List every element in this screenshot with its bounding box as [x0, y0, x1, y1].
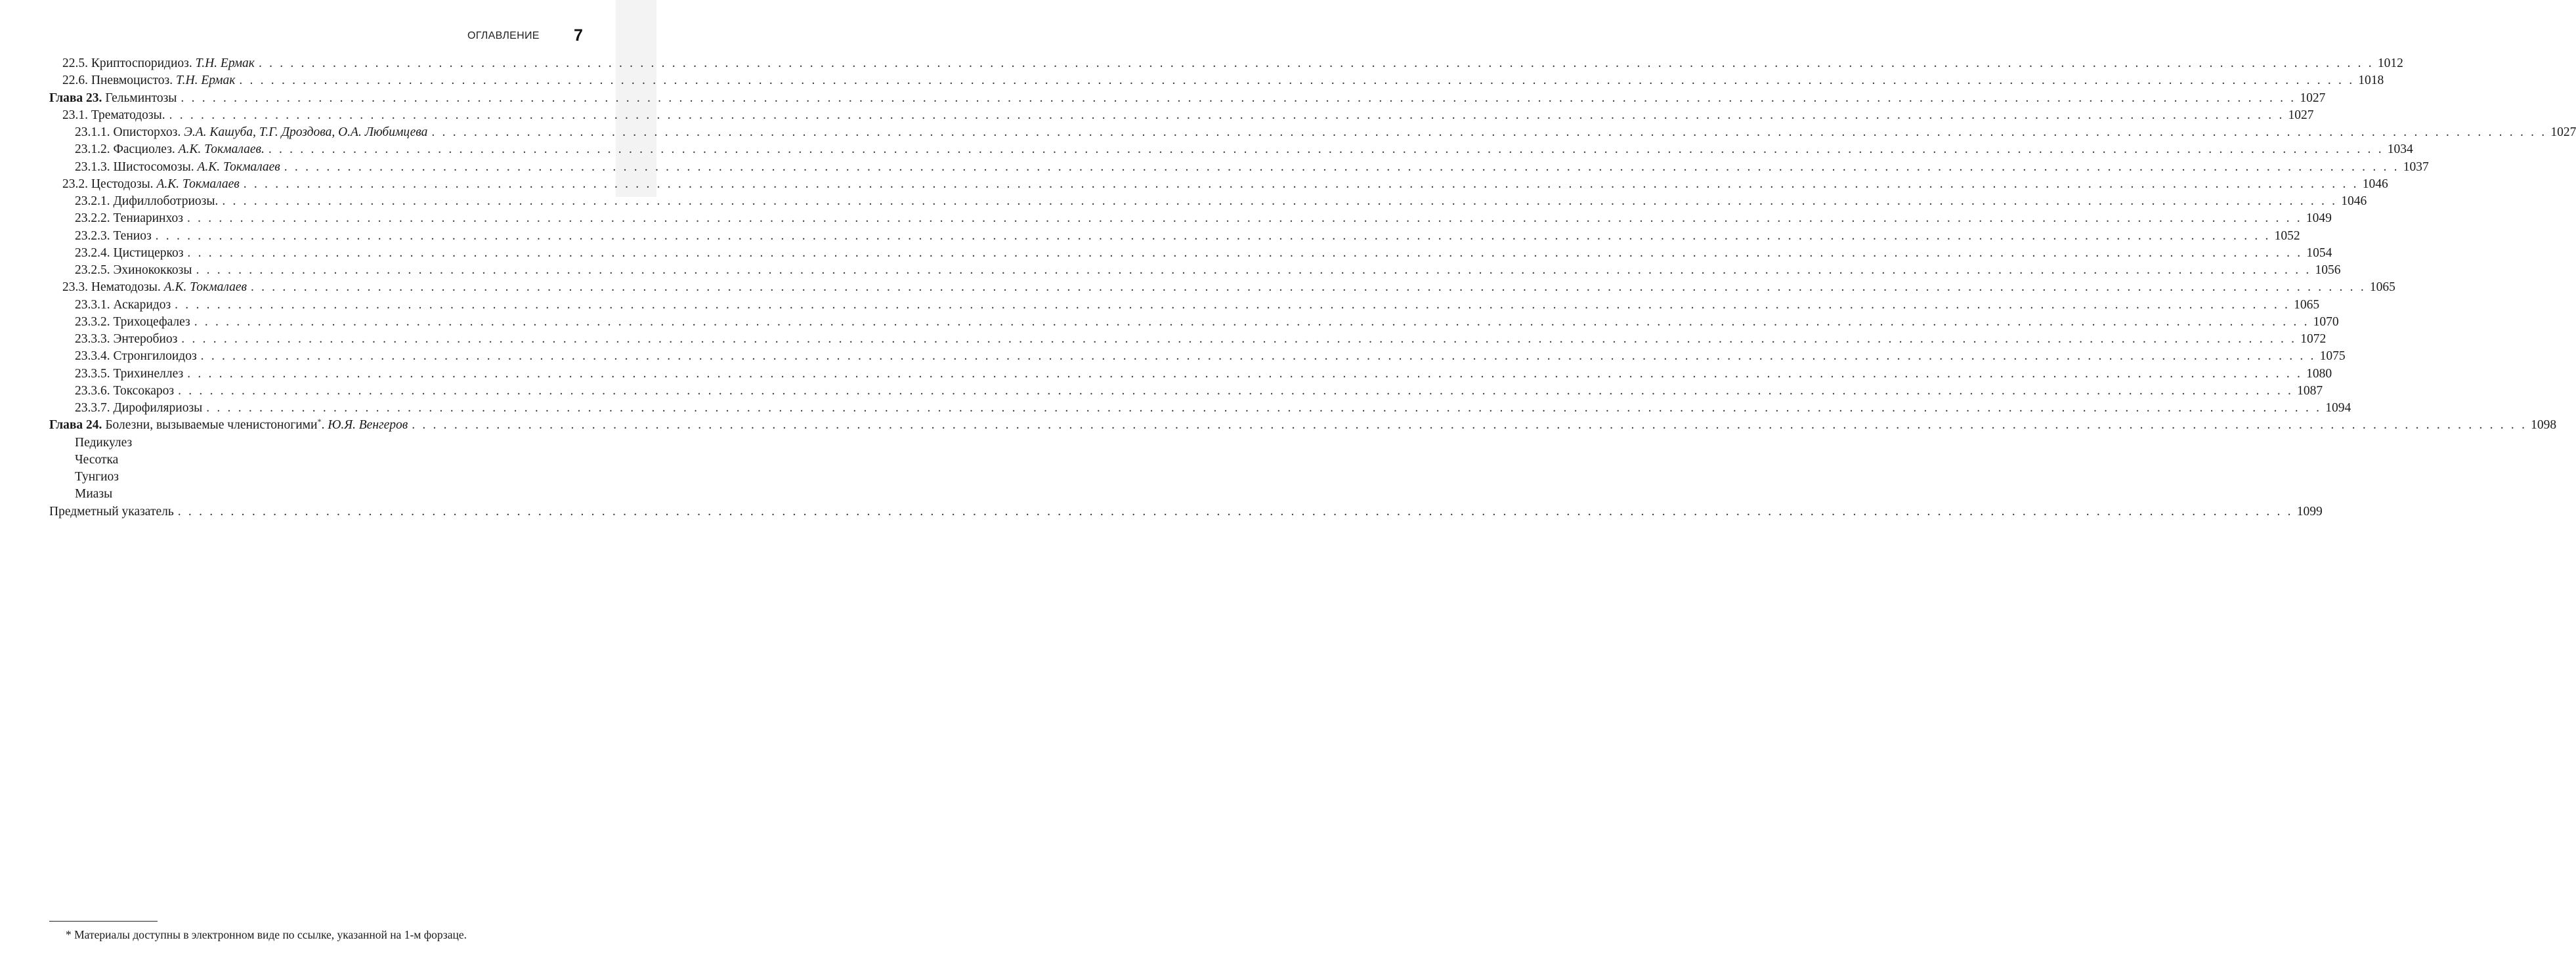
entry-title: Аскаридоз [113, 297, 171, 312]
entry-punctuation: . [321, 418, 328, 433]
entry-text [75, 314, 190, 331]
dot-leader: . . . . . . . . . . . . . . . . . . . . . . . . . . . . . . . . . . . . . . . . . . . . . . . . . . . . . . . . . . . . . . . . . . . . . . . . . . . . . . . . . . . . . . . . . . . . . . . . . . . . . . . . . . . . . . . . . . . . . . . . . . . . . . . . . . . . . . . . . . . . . . . . . . . . . . . . . . . . . . . . . . . . . . . . . . . . . . . . . . . . . . . . . . . . . . . . . . . . . . . . [239, 74, 2355, 88]
entry-page-number: 1049 [2306, 211, 2332, 226]
entry-number: 23.3.7. [75, 401, 114, 415]
toc-entry[interactable] [49, 141, 2413, 158]
toc-entry[interactable] [49, 279, 2395, 296]
entry-text [75, 383, 174, 400]
entry-title: Шистосомозы. [113, 159, 198, 174]
entry-title: Стронгилоидоз [113, 349, 197, 364]
toc-entry[interactable] [49, 193, 2367, 210]
entry-text [62, 279, 247, 296]
footnote: * Материалы доступны в электронном виде по ссылке, указанной на 1-м форзаце. [66, 928, 467, 941]
entry-text [75, 159, 280, 176]
entry-page-number: 1054 [2306, 245, 2332, 260]
entry-number: 23.3.4. [75, 349, 114, 364]
entry-number: 23.3.6. [75, 383, 114, 398]
dot-leader: . . . . . . . . . . . . . . . . . . . . . . . . . . . . . . . . . . . . . . . . . . . . . . . . . . . . . . . . . . . . . . . . . . . . . . . . . . . . . . . . . . . . . . . . . . . . . . . . . . . . . . . . . . . . . . . . . . . . . . . . . . . . . . . . . . . . . . . . . . . . . . . . . . . . . . . . . . . . . . . . . . . . . . . . . . . . . . . . . . . . . . . . . . . . . . . . . . . . . . . . [222, 194, 2338, 208]
entry-text [62, 176, 240, 193]
dot-leader: . . . . . . . . . . . . . . . . . . . . . . . . . . . . . . . . . . . . . . . . . . . . . . . . . . . . . . . . . . . . . . . . . . . . . . . . . . . . . . . . . . . . . . . . . . . . . . . . . . . . . . . . . . . . . . . . . . . . . . . . . . . . . . . . . . . . . . . . . . . . . . . . . . . . . . . . . . . . . . . . . . . . . . . . . . . . . . . . . . . . . . . . . . . . . . . . . . . . . . . . [206, 401, 2322, 415]
entry-title: Криптоспоридиоз. [91, 56, 196, 70]
entry-page-number: 1027 [2550, 125, 2576, 139]
entry-text [75, 331, 177, 348]
entry-author: А.К. Токмалаев. [178, 142, 265, 157]
entry-text [75, 210, 183, 227]
toc-entry[interactable] [49, 469, 581, 486]
entry-title: Токсокароз [113, 383, 175, 398]
entry-number: 23.1. [62, 108, 91, 122]
entry-title: Пневмоцистоз. [91, 74, 177, 88]
entry-number: 23.3.5. [75, 366, 114, 381]
entry-number: 23.1.3. [75, 159, 114, 174]
entry-author: Э.А. Кашуба, Т.Г. Дроздова, О.А. Любимцева [184, 125, 428, 139]
entry-author: Т.Н. Ермак [176, 74, 236, 88]
entry-author: А.К. Токмалаев [197, 159, 280, 174]
dot-leader: . . . . . . . . . . . . . . . . . . . . . . . . . . . . . . . . . . . . . . . . . . . . . . . . . . . . . . . . . . . . . . . . . . . . . . . . . . . . . . . . . . . . . . . . . . . . . . . . . . . . . . . . . . . . . . . . . . . . . . . . . . . . . . . . . . . . . . . . . . . . . . . . . . . . . . . . . . . . . . . . . . . . . . . . . . . . . . . . . . . . . . . . . . . . . . . . . . . . . . . . [187, 366, 2303, 381]
entry-number: 22.5. [62, 56, 91, 70]
entry-title: Гельминтозы [102, 91, 177, 105]
entry-number: 23.2. [62, 177, 91, 191]
entry-number: 23.3. [62, 280, 91, 295]
entry-page-number: 1094 [2325, 401, 2351, 415]
entry-number: 23.3.2. [75, 314, 114, 329]
entry-page-number: 1018 [2358, 74, 2384, 88]
entry-title: Чесотка [75, 452, 119, 467]
entry-title: Эхинококкозы [113, 263, 192, 277]
dot-leader: . . . . . . . . . . . . . . . . . . . . . . . . . . . . . . . . . . . . . . . . . . . . . . . . . . . . . . . . . . . . . . . . . . . . . . . . . . . . . . . . . . . . . . . . . . . . . . . . . . . . . . . . . . . . . . . . . . . . . . . . . . . . . . . . . . . . . . . . . . . . . . . . . . . . . . . . . . . . . . . . . . . . . . . . . . . . . . . . . . . . . . . . . . . . . . . . . . . . . . . . [196, 263, 2311, 277]
entry-title: Описторхоз. [113, 125, 184, 139]
entry-author: А.К. Токмалаев [156, 177, 240, 191]
entry-page-number: 1056 [2315, 263, 2341, 277]
toc-entry[interactable] [49, 400, 2351, 417]
dot-leader: . . . . . . . . . . . . . . . . . . . . . . . . . . . . . . . . . . . . . . . . . . . . . . . . . . . . . . . . . . . . . . . . . . . . . . . . . . . . . . . . . . . . . . . . . . . . . . . . . . . . . . . . . . . . . . . . . . . . . . . . . . . . . . . . . . . . . . . . . . . . . . . . . . . . . . . . . . . . . . . . . . . . . . . . . . . . . . . . . . . . . . . . . . . . . . . . . . . . . . . . [431, 125, 2547, 139]
toc-entry[interactable] [49, 366, 2332, 383]
dot-leader: . . . . . . . . . . . . . . . . . . . . . . . . . . . . . . . . . . . . . . . . . . . . . . . . . . . . . . . . . . . . . . . . . . . . . . . . . . . . . . . . . . . . . . . . . . . . . . . . . . . . . . . . . . . . . . . . . . . . . . . . . . . . . . . . . . . . . . . . . . . . . . . . . . . . . . . . . . . . . . . . . . . . . . . . . . . . . . . . . . . . . . . . . . . . . . . . . . . . . . . . [169, 108, 2285, 122]
toc-chapter-entry[interactable] [49, 503, 2323, 521]
table-of-contents [49, 55, 2576, 521]
entry-title: Цестодозы. [91, 177, 157, 191]
entry-page-number: 1037 [2403, 159, 2429, 174]
entry-text [75, 486, 112, 503]
toc-entry[interactable] [49, 383, 2323, 400]
entry-text [75, 124, 427, 141]
entry-title: Трематодозы. [91, 108, 165, 122]
entry-number: Глава 23. [49, 91, 102, 105]
toc-entry[interactable] [49, 314, 2339, 331]
toc-entry[interactable] [49, 331, 2327, 348]
entry-page-number: 1098 [2531, 418, 2557, 433]
entry-text [75, 452, 118, 469]
entry-text [75, 262, 192, 279]
entry-number: Глава 24. [49, 418, 102, 433]
entry-number: 22.6. [62, 74, 91, 88]
page-number: 7 [574, 26, 583, 45]
entry-number: 23.1.1. [75, 125, 114, 139]
entry-author: А.К. Токмалаев [163, 280, 247, 295]
footnote-mark: * [317, 417, 322, 427]
dot-leader: . . . . . . . . . . . . . . . . . . . . . . . . . . . . . . . . . . . . . . . . . . . . . . . . . . . . . . . . . . . . . . . . . . . . . . . . . . . . . . . . . . . . . . . . . . . . . . . . . . . . . . . . . . . . . . . . . . . . . . . . . . . . . . . . . . . . . . . . . . . . . . . . . . . . . . . . . . . . . . . . . . . . . . . . . . . . . . . . . . . . . . . . . . . . . . . . . . . . . . . . [412, 418, 2527, 433]
entry-page-number: 1052 [2274, 228, 2300, 243]
entry-text [75, 193, 218, 210]
dot-leader: . . . . . . . . . . . . . . . . . . . . . . . . . . . . . . . . . . . . . . . . . . . . . . . . . . . . . . . . . . . . . . . . . . . . . . . . . . . . . . . . . . . . . . . . . . . . . . . . . . . . . . . . . . . . . . . . . . . . . . . . . . . . . . . . . . . . . . . . . . . . . . . . . . . . . . . . . . . . . . . . . . . . . . . . . . . . . . . . . . . . . . . . . . . . . . . . . . . . . . . . [200, 349, 2316, 364]
toc-entry[interactable] [49, 486, 581, 503]
entry-title: Болезни, вызываемые членистоногими [102, 418, 318, 433]
footnote-rule [49, 921, 158, 922]
entry-text [75, 435, 132, 452]
entry-text [75, 348, 197, 365]
dot-leader: . . . . . . . . . . . . . . . . . . . . . . . . . . . . . . . . . . . . . . . . . . . . . . . . . . . . . . . . . . . . . . . . . . . . . . . . . . . . . . . . . . . . . . . . . . . . . . . . . . . . . . . . . . . . . . . . . . . . . . . . . . . . . . . . . . . . . . . . . . . . . . . . . . . . . . . . . . . . . . . . . . . . . . . . . . . . . . . . . . . . . . . . . . . . . . . . . . . . . . . . [243, 177, 2359, 191]
dot-leader: . . . . . . . . . . . . . . . . . . . . . . . . . . . . . . . . . . . . . . . . . . . . . . . . . . . . . . . . . . . . . . . . . . . . . . . . . . . . . . . . . . . . . . . . . . . . . . . . . . . . . . . . . . . . . . . . . . . . . . . . . . . . . . . . . . . . . . . . . . . . . . . . . . . . . . . . . . . . . . . . . . . . . . . . . . . . . . . . . . . . . . . . . . . . . . . . . . . . . . . . [177, 504, 2293, 519]
entry-number: 23.2.4. [75, 245, 114, 260]
dot-leader: . . . . . . . . . . . . . . . . . . . . . . . . . . . . . . . . . . . . . . . . . . . . . . . . . . . . . . . . . . . . . . . . . . . . . . . . . . . . . . . . . . . . . . . . . . . . . . . . . . . . . . . . . . . . . . . . . . . . . . . . . . . . . . . . . . . . . . . . . . . . . . . . . . . . . . . . . . . . . . . . . . . . . . . . . . . . . . . . . . . . . . . . . . . . . . . . . . . . . . . . [155, 228, 2271, 243]
entry-page-number: 1027 [2300, 91, 2326, 105]
entry-title: Тениаринхоз [113, 211, 183, 226]
entry-title: Тениоз [113, 228, 152, 243]
toc-entry[interactable] [49, 210, 2332, 227]
dot-leader: . . . . . . . . . . . . . . . . . . . . . . . . . . . . . . . . . . . . . . . . . . . . . . . . . . . . . . . . . . . . . . . . . . . . . . . . . . . . . . . . . . . . . . . . . . . . . . . . . . . . . . . . . . . . . . . . . . . . . . . . . . . . . . . . . . . . . . . . . . . . . . . . . . . . . . . . . . . . . . . . . . . . . . . . . . . . . . . . . . . . . . . . . . . . . . . . . . . . . . . . [187, 245, 2303, 260]
entry-number: 23.2.3. [75, 228, 114, 243]
entry-title: Дирофиляриозы [113, 401, 203, 415]
entry-text [75, 245, 183, 262]
toc-entry[interactable] [49, 452, 581, 469]
entry-page-number: 1099 [2296, 504, 2323, 519]
entry-title: Трихинеллез [113, 366, 184, 381]
entry-number: 23.2.2. [75, 211, 114, 226]
toc-entry[interactable] [49, 55, 2403, 72]
entry-title: Цистицеркоз [113, 245, 184, 260]
entry-author: Ю.Я. Венгеров [328, 418, 408, 433]
entry-text [62, 55, 255, 72]
entry-text [62, 72, 235, 89]
toc-chapter-entry[interactable] [49, 90, 2326, 107]
dot-leader: . . . . . . . . . . . . . . . . . . . . . . . . . . . . . . . . . . . . . . . . . . . . . . . . . . . . . . . . . . . . . . . . . . . . . . . . . . . . . . . . . . . . . . . . . . . . . . . . . . . . . . . . . . . . . . . . . . . . . . . . . . . . . . . . . . . . . . . . . . . . . . . . . . . . . . . . . . . . . . . . . . . . . . . . . . . . . . . . . . . . . . . . . . . . . . . . . . . . . . . . [181, 332, 2297, 346]
entry-page-number: 1027 [2288, 108, 2314, 122]
entry-title: Фасциолез. [113, 142, 179, 157]
entry-text [75, 228, 152, 245]
entry-page-number: 1072 [2300, 332, 2327, 346]
entry-number: 23.2.5. [75, 263, 114, 277]
entry-title: Тунгиоз [75, 470, 119, 484]
dot-leader: . . . . . . . . . . . . . . . . . . . . . . . . . . . . . . . . . . . . . . . . . . . . . . . . . . . . . . . . . . . . . . . . . . . . . . . . . . . . . . . . . . . . . . . . . . . . . . . . . . . . . . . . . . . . . . . . . . . . . . . . . . . . . . . . . . . . . . . . . . . . . . . . . . . . . . . . . . . . . . . . . . . . . . . . . . . . . . . . . . . . . . . . . . . . . . . . . . . . . . . . [250, 280, 2366, 295]
entry-number: 23.2.1. [75, 194, 114, 208]
toc-entry[interactable] [49, 245, 2332, 262]
toc-entry[interactable] [49, 124, 2576, 141]
toc-chapter-entry[interactable] [49, 417, 2557, 434]
entry-title: Дифиллоботриозы. [113, 194, 219, 208]
entry-page-number: 1075 [2319, 349, 2346, 364]
entry-title: Предметный указатель [49, 504, 174, 519]
entry-text [49, 417, 408, 434]
toc-entry[interactable] [49, 107, 2314, 124]
entry-page-number: 1046 [2362, 177, 2388, 191]
entry-page-number: 1012 [2377, 56, 2403, 70]
entry-number: 23.3.3. [75, 332, 114, 346]
running-title: ОГЛАВЛЕНИЕ [467, 30, 540, 41]
toc-entry[interactable] [49, 297, 2320, 314]
entry-text [49, 90, 177, 107]
entry-page-number: 1065 [2369, 280, 2395, 295]
entry-page-number: 1087 [2297, 383, 2323, 398]
entry-title: Педикулез [75, 435, 133, 450]
toc-entry[interactable] [49, 348, 2346, 365]
toc-entry[interactable] [49, 72, 2384, 89]
entry-text [75, 469, 119, 486]
toc-entry[interactable] [49, 159, 2429, 176]
entry-text [62, 107, 165, 124]
entry-title: Миазы [75, 487, 113, 501]
entry-page-number: 1046 [2341, 194, 2367, 208]
dot-leader: . . . . . . . . . . . . . . . . . . . . . . . . . . . . . . . . . . . . . . . . . . . . . . . . . . . . . . . . . . . . . . . . . . . . . . . . . . . . . . . . . . . . . . . . . . . . . . . . . . . . . . . . . . . . . . . . . . . . . . . . . . . . . . . . . . . . . . . . . . . . . . . . . . . . . . . . . . . . . . . . . . . . . . . . . . . . . . . . . . . . . . . . . . . . . . . . . . . . . . . . [178, 383, 2294, 398]
entry-author: Т.Н. Ермак [195, 56, 255, 70]
toc-entry[interactable] [49, 176, 2388, 193]
toc-entry[interactable] [49, 228, 2300, 245]
dot-leader: . . . . . . . . . . . . . . . . . . . . . . . . . . . . . . . . . . . . . . . . . . . . . . . . . . . . . . . . . . . . . . . . . . . . . . . . . . . . . . . . . . . . . . . . . . . . . . . . . . . . . . . . . . . . . . . . . . . . . . . . . . . . . . . . . . . . . . . . . . . . . . . . . . . . . . . . . . . . . . . . . . . . . . . . . . . . . . . . . . . . . . . . . . . . . . . . . . . . . . . . [268, 142, 2384, 157]
entry-text [49, 503, 174, 521]
entry-text [75, 141, 265, 158]
entry-text [75, 366, 183, 383]
entry-title: Нематодозы. [91, 280, 164, 295]
entry-number: 23.1.2. [75, 142, 114, 157]
dot-leader: . . . . . . . . . . . . . . . . . . . . . . . . . . . . . . . . . . . . . . . . . . . . . . . . . . . . . . . . . . . . . . . . . . . . . . . . . . . . . . . . . . . . . . . . . . . . . . . . . . . . . . . . . . . . . . . . . . . . . . . . . . . . . . . . . . . . . . . . . . . . . . . . . . . . . . . . . . . . . . . . . . . . . . . . . . . . . . . . . . . . . . . . . . . . . . . . . . . . . . . . [284, 159, 2399, 174]
entry-page-number: 1065 [2294, 297, 2320, 312]
dot-leader: . . . . . . . . . . . . . . . . . . . . . . . . . . . . . . . . . . . . . . . . . . . . . . . . . . . . . . . . . . . . . . . . . . . . . . . . . . . . . . . . . . . . . . . . . . . . . . . . . . . . . . . . . . . . . . . . . . . . . . . . . . . . . . . . . . . . . . . . . . . . . . . . . . . . . . . . . . . . . . . . . . . . . . . . . . . . . . . . . . . . . . . . . . . . . . . . . . . . . . . . [175, 297, 2290, 312]
entry-text [75, 400, 202, 417]
entry-title: Энтеробиоз [113, 332, 178, 346]
dot-leader: . . . . . . . . . . . . . . . . . . . . . . . . . . . . . . . . . . . . . . . . . . . . . . . . . . . . . . . . . . . . . . . . . . . . . . . . . . . . . . . . . . . . . . . . . . . . . . . . . . . . . . . . . . . . . . . . . . . . . . . . . . . . . . . . . . . . . . . . . . . . . . . . . . . . . . . . . . . . . . . . . . . . . . . . . . . . . . . . . . . . . . . . . . . . . . . . . . . . . . . . [194, 314, 2309, 329]
dot-leader: . . . . . . . . . . . . . . . . . . . . . . . . . . . . . . . . . . . . . . . . . . . . . . . . . . . . . . . . . . . . . . . . . . . . . . . . . . . . . . . . . . . . . . . . . . . . . . . . . . . . . . . . . . . . . . . . . . . . . . . . . . . . . . . . . . . . . . . . . . . . . . . . . . . . . . . . . . . . . . . . . . . . . . . . . . . . . . . . . . . . . . . . . . . . . . . . . . . . . . . . [258, 56, 2374, 70]
entry-title: Трихоцефалез [113, 314, 190, 329]
entry-number: 23.3.1. [75, 297, 114, 312]
toc-entry[interactable] [49, 262, 2341, 279]
entry-text [75, 297, 171, 314]
entry-page-number: 1034 [2387, 142, 2413, 157]
toc-entry[interactable] [49, 435, 581, 452]
entry-page-number: 1070 [2313, 314, 2339, 329]
dot-leader: . . . . . . . . . . . . . . . . . . . . . . . . . . . . . . . . . . . . . . . . . . . . . . . . . . . . . . . . . . . . . . . . . . . . . . . . . . . . . . . . . . . . . . . . . . . . . . . . . . . . . . . . . . . . . . . . . . . . . . . . . . . . . . . . . . . . . . . . . . . . . . . . . . . . . . . . . . . . . . . . . . . . . . . . . . . . . . . . . . . . . . . . . . . . . . . . . . . . . . . . [186, 211, 2302, 226]
dot-leader: . . . . . . . . . . . . . . . . . . . . . . . . . . . . . . . . . . . . . . . . . . . . . . . . . . . . . . . . . . . . . . . . . . . . . . . . . . . . . . . . . . . . . . . . . . . . . . . . . . . . . . . . . . . . . . . . . . . . . . . . . . . . . . . . . . . . . . . . . . . . . . . . . . . . . . . . . . . . . . . . . . . . . . . . . . . . . . . . . . . . . . . . . . . . . . . . . . . . . . . . [181, 91, 2296, 105]
entry-page-number: 1080 [2306, 366, 2332, 381]
